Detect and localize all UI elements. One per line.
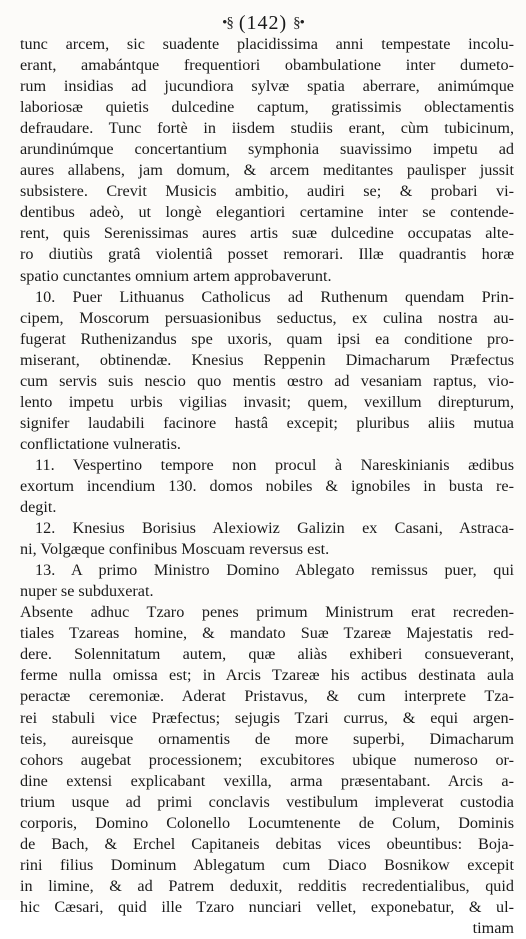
text-line: ferme nulla omissa est; in Arcis Tzareæ his actibus destinata aula [20,666,514,685]
text-line: cohors augebat processionem; excubitores ubique numeroso or- [20,750,514,769]
text-line: trium usque ad primi conclavis vestibulum impleverat custodia [20,792,514,811]
page-header [0,10,526,36]
text-line: corporis, Domino Colonello Locumtenente de Colum, Dominis [20,813,514,832]
text-line: signifer laudabili facinore hastâ excepit; pluribus aliis mutua [20,413,514,432]
text-line: rei stabuli vice Præfectus; sejugis Tzari currus, & equi argen- [20,708,514,727]
right-ornament: §• [293,14,304,31]
text-line: cipem, Moscorum persuasionibus seductus, ex culina nostra au- [20,308,514,327]
text-line: arundinúmque concertantium symphonia suavissimo impetu ad [20,140,514,159]
text-line: in limine, & ad Patrem deduxit, redditis recredentialibus, quid [20,876,514,895]
text-line: 11. Vespertino tempore non procul à Nareskinianis ædibus [35,455,514,474]
text-line: dentibus adeò, ut longè elegantiori certamine inter se contende- [20,203,514,222]
text-line: laboriosæ quietis dulcedine captum, gratissimis oblectamentis [20,98,514,117]
text-line: conflictatione vulneratis. [20,434,181,453]
body-text [20,34,514,939]
text-line: exortum incendium 130. domos nobiles & ignobiles in busta re- [20,476,514,495]
text-line: degit. [20,498,57,517]
text-line: dine extensi explicabant vexilla, arma præsentabant. Arcis a- [20,771,514,790]
page-number: (142) [238,11,288,34]
text-line: tunc arcem, sic suadente placidissima anni tempestate incolu- [20,35,514,53]
text-line: tiales Tzareas homine, & mandato Suæ Tzareæ Majestatis red- [20,624,514,643]
text-line: peractæ ceremoniæ. Aderat Pristavus, & cum interprete Tza- [20,687,514,706]
text-line: rini filius Dominum Ablegatum cum Diaco Bosnikow excepit [20,855,514,874]
text-line: erant, amabántque frequentiori obambulatione inter dumeto- [20,56,514,75]
text-line: spatio cunctantes omnium artem approbaverunt. [20,266,332,285]
text-line: miserant, obtinendæ. Knesius Reppenin Dimacharum Præfectus [20,350,514,369]
text-line: rent, quis Serenissimas aures artis suæ dulcedine occupatas alte- [20,224,514,243]
text-line: timam [472,918,514,937]
text-line: ro diutiùs gratâ violentiâ posset remorari. Illæ quadrantis horæ [20,245,514,264]
text-line: rum insidias ad jucundiora sylvæ spatia aberrare, animúmque [20,77,514,96]
text-line: 10. Puer Lithuanus Catholicus ad Ruthenum quendam Prin- [35,287,514,306]
text-line: lento impetu urbis vigilias invasit; quem, vexillum direpturum, [20,392,514,411]
text-line: nuper se subduxerat. [20,582,154,601]
left-ornament: •§ [222,14,233,31]
text-line: cum servis suis nescio quo mentis œstro ad vesaniam raptus, vio- [20,371,514,390]
text-line: hic Cæsari, quid ille Tzaro nunciari vellet, exponebatur, & ul- [20,897,514,916]
text-line: subsistere. Crevit Musicis ambitio, audiri se; & probari vi- [20,182,514,201]
text-line: Absente adhuc Tzaro penes primum Ministrum erat recreden- [20,603,514,622]
text-line: ni, Volgæque confinibus Moscuam reversus est. [20,540,330,559]
text-line: teis, aureisque ornamentis de more superbi, Dimacharum [20,729,514,748]
text-line: defraudare. Tunc fortè in iisdem studiis erant, cùm tubicinum, [20,119,514,138]
text-line: aures allabens, jam domum, & arcem meditantes paulisper jussit [20,161,514,180]
text-line: 12. Knesius Borisius Alexiowiz Galizin ex Casani, Astraca- [35,519,514,538]
text-line: dere. Solennitatum autem, quæ aliàs exhiberi consueverant, [20,645,514,664]
text-line: de Bach, & Erchel Capitaneis debitas vices obeuntibus: Boja- [20,834,514,853]
text-line: 13. A primo Ministro Domino Ablegato remissus puer, qui [35,561,514,580]
text-line: fugerat Ruthenizandus spe uxoris, quam ipsi ea conditione pro- [20,329,514,348]
